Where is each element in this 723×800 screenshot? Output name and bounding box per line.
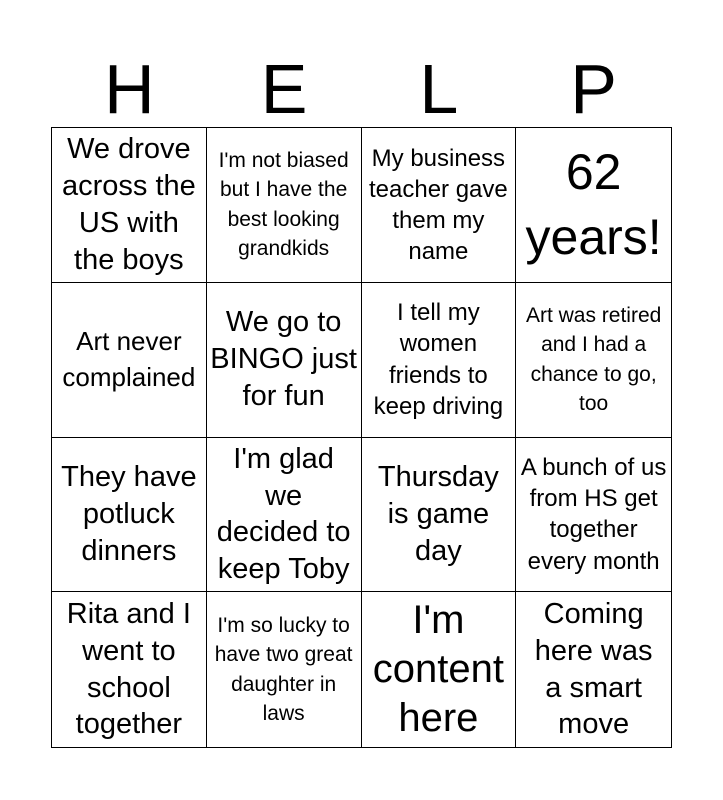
cell-text: Art was retired and I had a chance to go, too bbox=[525, 303, 662, 416]
header-letter-h: H bbox=[104, 50, 155, 128]
cell-text: I'm not biased but I have the best looking grandkids bbox=[218, 149, 349, 261]
bingo-cell[interactable] bbox=[362, 438, 517, 593]
cell-text: We go to BINGO just for fun bbox=[210, 306, 357, 413]
bingo-cell[interactable] bbox=[516, 438, 671, 593]
bingo-cell[interactable] bbox=[207, 438, 362, 593]
bingo-cell[interactable] bbox=[52, 592, 207, 747]
cell-text: I'm so lucky to have two great daughter in laws bbox=[214, 613, 353, 726]
cell-text: I'm content here bbox=[372, 598, 504, 741]
bingo-cell[interactable] bbox=[207, 128, 362, 283]
cell-text: 62 years! bbox=[525, 143, 662, 265]
bingo-cell[interactable] bbox=[516, 592, 671, 747]
bingo-cell[interactable] bbox=[52, 128, 207, 283]
cell-text: They have potluck dinners bbox=[61, 461, 197, 567]
bingo-cell[interactable] bbox=[52, 438, 207, 593]
bingo-cell[interactable] bbox=[516, 283, 671, 438]
cell-text: I tell my women friends to keep driving bbox=[373, 299, 504, 420]
cell-text: My business teacher gave them my name bbox=[368, 144, 508, 266]
bingo-board bbox=[51, 127, 672, 748]
bingo-cell[interactable] bbox=[362, 283, 517, 438]
bingo-cell[interactable] bbox=[516, 128, 671, 283]
bingo-header bbox=[52, 52, 671, 126]
cell-text: Art never complained bbox=[62, 325, 196, 392]
cell-text: I'm glad we decided to keep Toby bbox=[216, 442, 351, 586]
cell-text: Thursday is game day bbox=[377, 461, 499, 567]
cell-text: A bunch of us from HS get together every month bbox=[520, 454, 667, 575]
header-letter-l: L bbox=[419, 50, 459, 128]
cell-text: Rita and I went to school together bbox=[66, 597, 191, 741]
bingo-cell[interactable] bbox=[362, 592, 517, 747]
bingo-cell[interactable] bbox=[52, 283, 207, 438]
header-letter-e: E bbox=[260, 50, 308, 128]
header-letter-p: P bbox=[570, 50, 617, 128]
bingo-cell[interactable] bbox=[207, 592, 362, 747]
bingo-cell[interactable] bbox=[362, 128, 517, 283]
bingo-cell[interactable] bbox=[207, 283, 362, 438]
cell-text: Coming here was a smart move bbox=[534, 597, 653, 741]
cell-text: We drove across the US with the boys bbox=[61, 133, 196, 276]
